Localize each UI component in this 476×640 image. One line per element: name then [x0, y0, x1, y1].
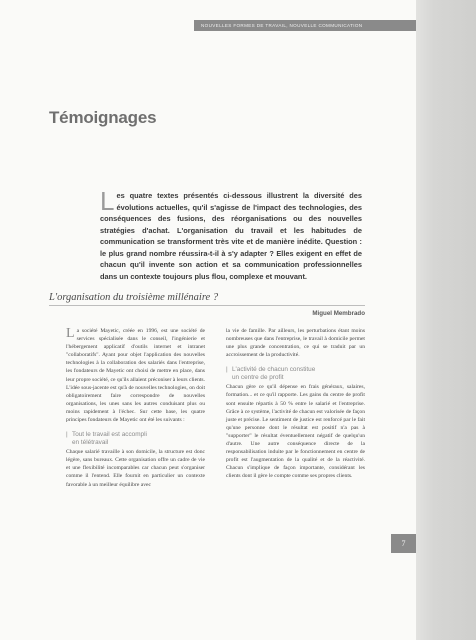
subheading-centre-de-profit [226, 366, 365, 382]
subheading-line-2: un centre de profit [232, 374, 284, 382]
left-paragraph-2: Chaque salarié travaille à son domicile, la structure est donc légère, sans bureaux. Cette organisation offre un cadre de vie et une flexibilité incomparables car chacun peut s'organiser comme il l'entend. Elle fournit en particulier un contexte favorable à un meilleur équilibre avec [66, 449, 205, 488]
subheading-teletravail [66, 431, 205, 447]
right-paragraph-2: Chacun gère ce qu'il dépense en frais généraux, salaires, formation... et ce qu'il rapporte. Les gains du centre de profit sont ensuite répartis à 50 % entre le salarié et l'entreprise. Grâce à ce système, l'activité de chacun est valorisée de façon juste et précise. Le sentiment de justice est renforcé par le fait qu'une personne dont le résultat est positif n'a pas à "supporter" le résultat éventuellement négatif de quelqu'un d'autre. Une autre conséquence directe de la responsabilisation induite par le fonctionnement en centre de profit est l'augmentation de la qualité et de la réactivité. Chacun s'implique de façon importante, considérant les clients dont il gère le compte comme ses propres clients. [226, 384, 365, 480]
page-edge-shadow [416, 0, 476, 640]
intro-paragraph [100, 186, 362, 282]
right-column [226, 327, 365, 481]
subheading-line-2: en télétravail [72, 439, 109, 447]
subheading-line-1: L'activité de chacun constitue [232, 366, 316, 374]
column-dropcap: L [66, 326, 75, 341]
left-paragraph-1 [66, 327, 205, 424]
left-paragraph-1-text: a société Mayetic, créée en 1996, est une société de services spécialisée dans le conseil, l'ingénierie et l'hébergement applicatif d'outils internet et intranet "collaboratifs". Ayant pour objet l'application des nouvelles technologies à la collaboration des salariés dans l'entreprise, les fondateurs de Mayetic ont choisi de mettre en place, dans leur propre société, ce qu'ils allaient préconiser à leurs clients. L'idée sous-jacente est qu'à de nouvelles technologies, on doit obligatoirement faire correspondre de nouvelles organisations, les unes sans les autres conduisant plus ou moins rapidement à l'échec. Sur cette base, les quatre principes fondateurs de Mayetic ont été les suivants : [66, 328, 205, 424]
page-number: 7 [391, 534, 416, 553]
section-title: L'organisation du troisième millénaire ? [49, 292, 219, 303]
author-name: Miguel Membrado [312, 310, 365, 317]
subheading-line-1: Tout le travail est accompli [72, 431, 147, 439]
left-column [66, 327, 205, 489]
section-divider [49, 305, 365, 306]
running-header: NOUVELLES FORMES DE TRAVAIL, NOUVELLE COMMUNICATION [194, 20, 416, 31]
right-paragraph-1: la vie de famille. Par ailleurs, les perturbations étant moins nombreuses que dans l'entreprise, le travail à domicile permet une plus grande concentration, ce qui se traduit par un accroissement de la productivité. [226, 328, 365, 359]
subheading-marker: | [66, 431, 68, 439]
page-title: Témoignages [49, 108, 157, 127]
subheading-marker: | [226, 366, 228, 374]
intro-text: es quatre textes présentés ci-dessous illustrent la diversité des évolutions actuelles, qu'il s'agisse de l'impact des technologies, des conséquences des fusions, des réorganisations ou des nouvelles stratégies d'achat. L'organisation du travail et les habitudes de communication se transforment très vite et de manière inédite. Question : le plus grand nombre réussira-t-il à s'y adapter ? Elles exigent en effet de chacun qu'il invente son action et sa communication professionnelles dans un contexte toujours plus flou, complexe et mouvant. [100, 191, 362, 281]
intro-dropcap: L [100, 186, 115, 216]
